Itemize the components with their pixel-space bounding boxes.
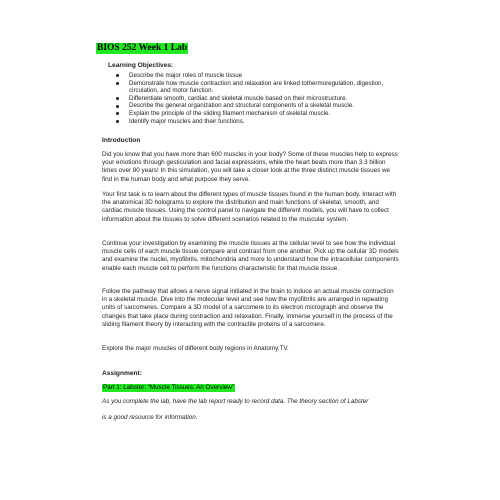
intro-paragraph: Explore the major muscles of different body regions in Anatomy.TV. xyxy=(102,345,289,352)
intro-paragraph: Did you know that you have more than 600 muscles in your body? Some of these muscles help to express your emotions through gesticulation and facial expressions, while the heart beats more than 3.3 billion times over 80 years! In this simulation, you will take a closer look at the three distinct muscle tissues we find in the human body and what purpose they serve. xyxy=(102,151,398,183)
instruction-line: is a good resource for information. xyxy=(102,414,198,421)
objectives-heading: Learning Objectives: xyxy=(108,62,174,69)
bullet-icon xyxy=(116,112,119,115)
intro-paragraph: Your first task is to learn about the different types of muscle tissues found in the human body. Interact with the anatomical 3D holograms to explore the distribution and main functions of skeletal, smooth, and cardiac muscle tissues. Using the control panel to navigate the different models, you will have to collect information about the tissues to solve different scenarios related to the muscular system. xyxy=(102,191,397,223)
document-title: BIOS 252 Week 1 Lab xyxy=(97,43,188,53)
intro-paragraph: Follow the pathway that allows a nerve signal initiated in the brain to induce an actual muscle contraction in a skeletal muscle. Dive into the molecular level and see how the myofibrils are arranged in repeating units of sarcomeres. Compare a 3D model of a sarcomere to its electron micrograph and observe the changes that take place during contraction and relaxation. Finally, immerse yourself in the process of the sliding filament theory by interacting with the contractile proteins of a sarcomere. xyxy=(102,288,394,328)
objective-item xyxy=(116,102,391,110)
objective-text: Explain the principle of the sliding filament mechanism of skeletal muscle. xyxy=(129,109,331,117)
introduction-heading: Introduction xyxy=(102,137,141,144)
assignment-heading: Assignment: xyxy=(102,370,142,377)
objective-text: Identify major muscles and their functions. xyxy=(129,117,245,125)
objectives-list xyxy=(116,72,391,125)
objective-item xyxy=(116,80,391,95)
bullet-icon xyxy=(116,82,119,85)
objective-text: Demonstrate how muscle contraction and relaxation are linked tothermoregulation, digestion, circulation, and motor function. xyxy=(129,79,384,95)
objective-text: Differentiate smooth, cardiac and skeletal muscle based on their microstructure. xyxy=(129,94,348,102)
bullet-icon xyxy=(116,97,119,100)
part-label: Part 1: Labster: “Muscle Tissues: An Overview” xyxy=(103,384,234,391)
objective-item xyxy=(116,72,391,80)
bullet-icon xyxy=(116,105,119,108)
intro-paragraph: Continue your investigation by examining the muscle tissues at the cellular level to see how the individual muscle cells of each muscle tissue compare and contrast from one another. Pick up the cellular 3D models and examine the nuclei, myofibrils, mitochondria and more to understand how the intracellular components enable each muscle cell to perform the functions characteristic for that muscle tissue. xyxy=(102,240,399,272)
bullet-icon xyxy=(116,74,119,77)
objective-item xyxy=(116,118,391,126)
objective-text: Describe the general organization and structural components of a skeletal muscle. xyxy=(129,102,354,110)
objective-item xyxy=(116,110,391,118)
instruction-line: As you complete the lab, have the lab report ready to record data. The theory section of Labster xyxy=(102,398,369,405)
bullet-icon xyxy=(116,120,119,123)
objective-text: Describe the major roles of muscle tissue xyxy=(129,72,243,79)
objective-item xyxy=(116,95,391,103)
